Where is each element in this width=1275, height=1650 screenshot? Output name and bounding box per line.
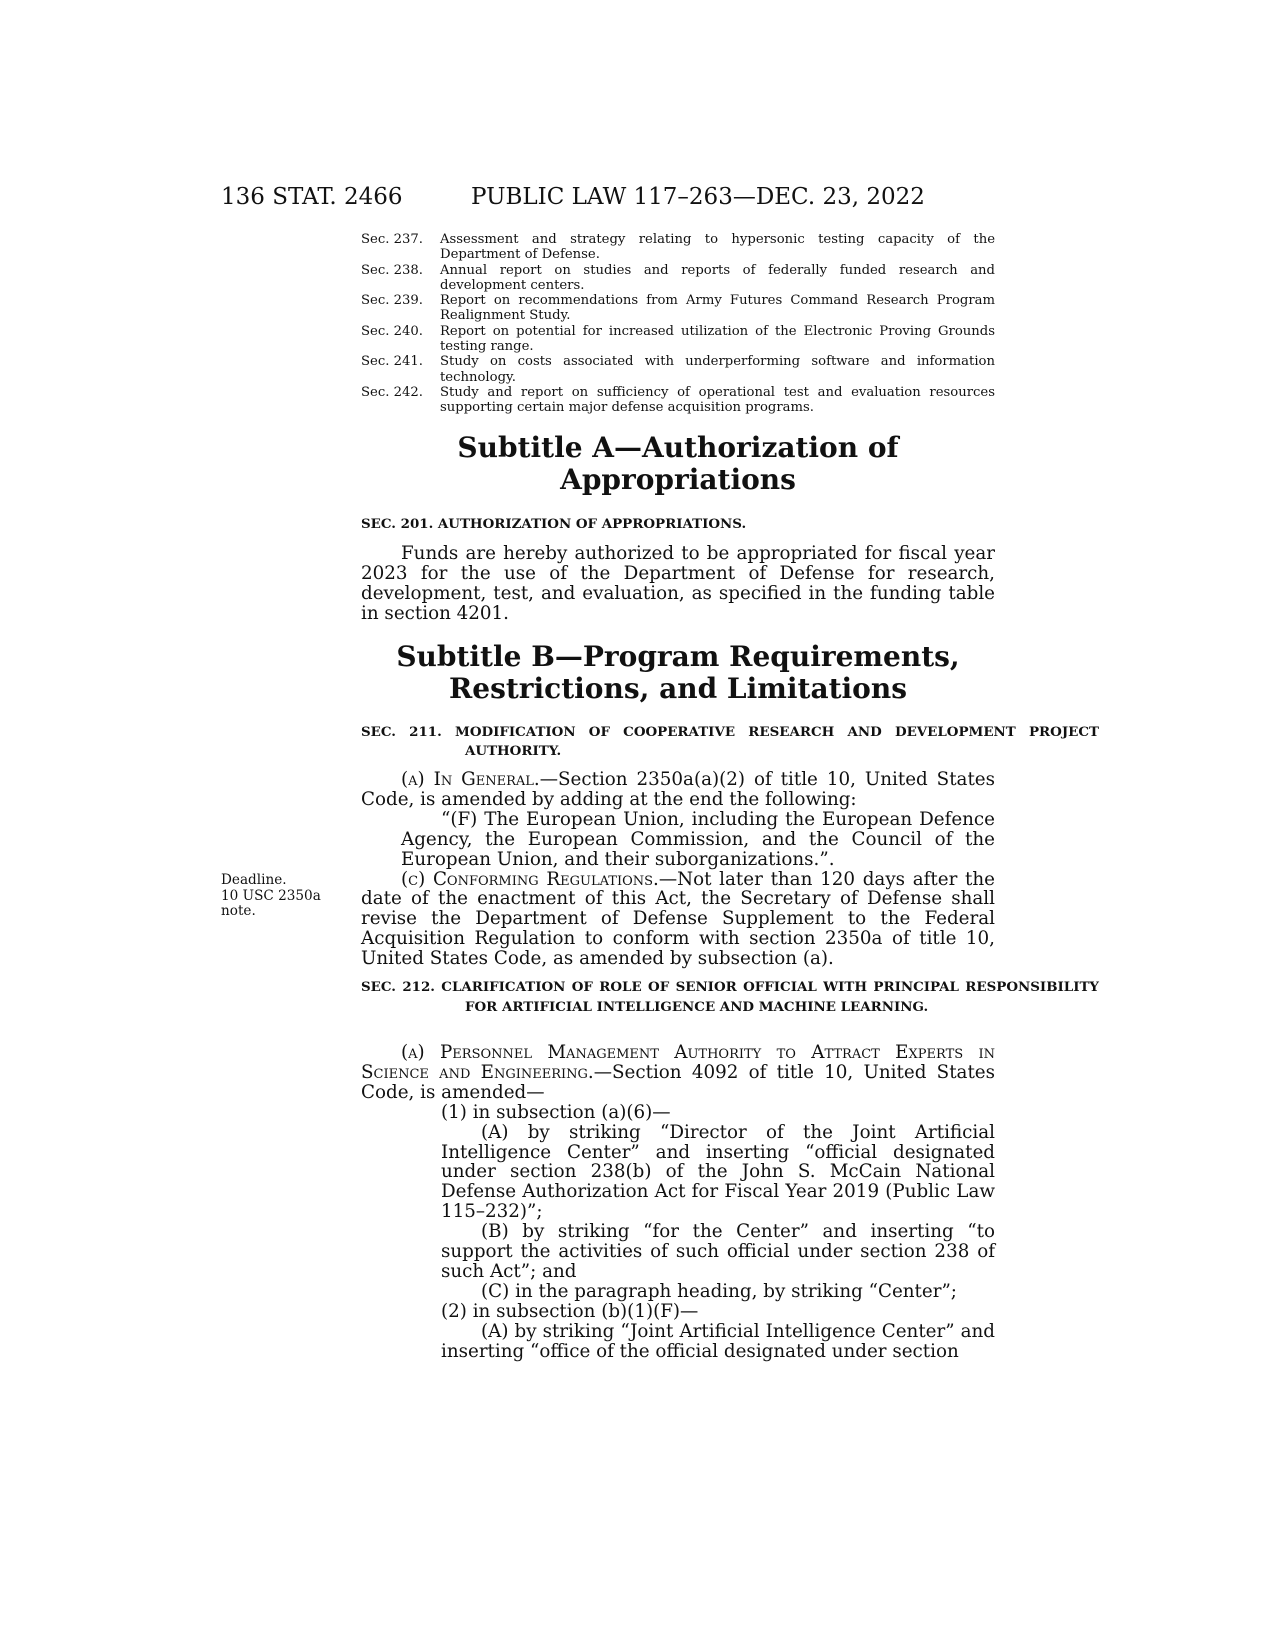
sec-212-para-2A: (A) by striking “Joint Artificial Intelligence Center” and inserting “office of the official designated under section (441, 1320, 995, 1362)
sec-212-para-1B: (B) by striking “for the Center” and inserting “to support the activities of such official under section 238 of such Act”; and (441, 1221, 995, 1282)
toc-sec-number: Sec. 238. (361, 262, 423, 278)
toc-sec-number: Sec. 242. (361, 384, 423, 400)
toc-entry (361, 263, 995, 294)
sec-211-a (361, 770, 995, 810)
sec-211-c-text: —Not later than 120 days after the date of the enactment of this Act, the Secretary of Defense shall revise the Department of Defense Supplement to the Federal Acquisition Regulation to conform with section 2350a of title 10, United States Code, as amended by subsection (a). (361, 868, 995, 970)
toc-sec-number: Sec. 237. (361, 232, 423, 247)
sec-212-para-1A: (A) by striking “Director of the Joint Artificial Intelligence Center” and inserting “official designated under section 238(b) of the John S. McCain National Defense Authorization Act for Fiscal Year 2019 (Public Law 115–232)”; (441, 1121, 995, 1223)
toc-entry (361, 324, 995, 355)
sec-212-para-1C: (C) in the paragraph heading, by striking “Center”; (481, 1280, 957, 1302)
sec-212-heading: SEC. 212. CLARIFICATION OF ROLE OF SENIOR OFFICIAL WITH PRINCIPAL RESPONSIBILITY FOR ARTIFICIAL INTELLIGENCE AND MACHINE LEARNING. (361, 979, 1099, 1015)
toc-title: Annual report on studies and reports of federally funded research and development centers. (440, 262, 995, 293)
toc-title: Assessment and strategy relating to hypersonic testing capacity of the Department of Defense. (440, 232, 995, 263)
toc-entry (361, 293, 995, 324)
subtitle-b-line1: Subtitle B—Program Requirements, (396, 640, 960, 673)
sec-211-body (361, 770, 995, 969)
sec-211-a-text: —Section 2350a(a)(2) of title 10, United States Code, is amended by adding at the end the following: (361, 769, 996, 810)
toc-title: Study and report on sufficiency of operational test and evaluation resources supporting certain major defense acquisition programs. (440, 384, 995, 416)
toc-sec-number: Sec. 240. (361, 323, 423, 339)
subtitle-b-heading (361, 641, 995, 705)
sec-201-heading: SEC. 201. AUTHORIZATION OF APPROPRIATIONS. (361, 516, 747, 532)
running-head: PUBLIC LAW 117–263—DEC. 23, 2022 (471, 184, 925, 210)
toc-entry (361, 354, 995, 385)
margin-note-line: Deadline. (221, 872, 287, 888)
sec-212-a-label: (a) Personnel Management Authority to Attract Experts in Science and Engineering. (361, 1042, 995, 1083)
sec-211-heading: SEC. 211. MODIFICATION OF COOPERATIVE RESEARCH AND DEVELOPMENT PROJECT AUTHORITY. (361, 724, 1099, 759)
subtitle-a-heading (361, 432, 995, 496)
margin-note (221, 873, 321, 920)
sec-212-a (361, 1043, 995, 1103)
toc-title: Report on potential for increased utilization of the Electronic Proving Grounds testing range. (440, 323, 995, 355)
sec-211-c-label: (c) Conforming Regulations. (401, 868, 659, 890)
margin-note-line: note. (221, 903, 256, 919)
sec-212-para-1: (1) in subsection (a)(6)— (441, 1101, 671, 1123)
table-of-contents (361, 232, 995, 416)
toc-entry (361, 385, 995, 416)
page-stat-number: 136 STAT. 2466 (221, 184, 403, 210)
toc-entry (361, 232, 995, 263)
sec-201-text: Funds are hereby authorized to be appropriated for fiscal year 2023 for the use of the Department of Defense for research, development, test, and evaluation, as specified in the funding table in section 4201. (361, 543, 995, 624)
sec-211-a-label: (a) In General. (401, 769, 540, 790)
sec-212-body (361, 1043, 995, 1362)
margin-note-line: 10 USC 2350a (221, 887, 321, 904)
toc-sec-number: Sec. 239. (361, 293, 423, 309)
sec-211-quote: “(F) The European Union, including the European Defence Agency, the European Commission, and the Council of the European Union, and their suborganizations.”. (401, 808, 995, 870)
sec-212-a-text: —Section 4092 of title 10, United States Code, is amended— (361, 1061, 995, 1103)
sec-201-body (361, 544, 995, 624)
sec-212-para-2: (2) in subsection (b)(1)(F)— (441, 1300, 699, 1322)
sec-211-c (361, 870, 995, 970)
toc-title: Report on recommendations from Army Futures Command Research Program Realignment Study. (440, 293, 995, 324)
toc-title: Study on costs associated with underperforming software and information technology. (440, 354, 995, 385)
subtitle-a-line2: Appropriations (560, 463, 796, 496)
subtitle-a-line1: Subtitle A—Authorization of (457, 431, 899, 464)
subtitle-b-line2: Restrictions, and Limitations (449, 672, 907, 705)
toc-sec-number: Sec. 241. (361, 354, 423, 370)
